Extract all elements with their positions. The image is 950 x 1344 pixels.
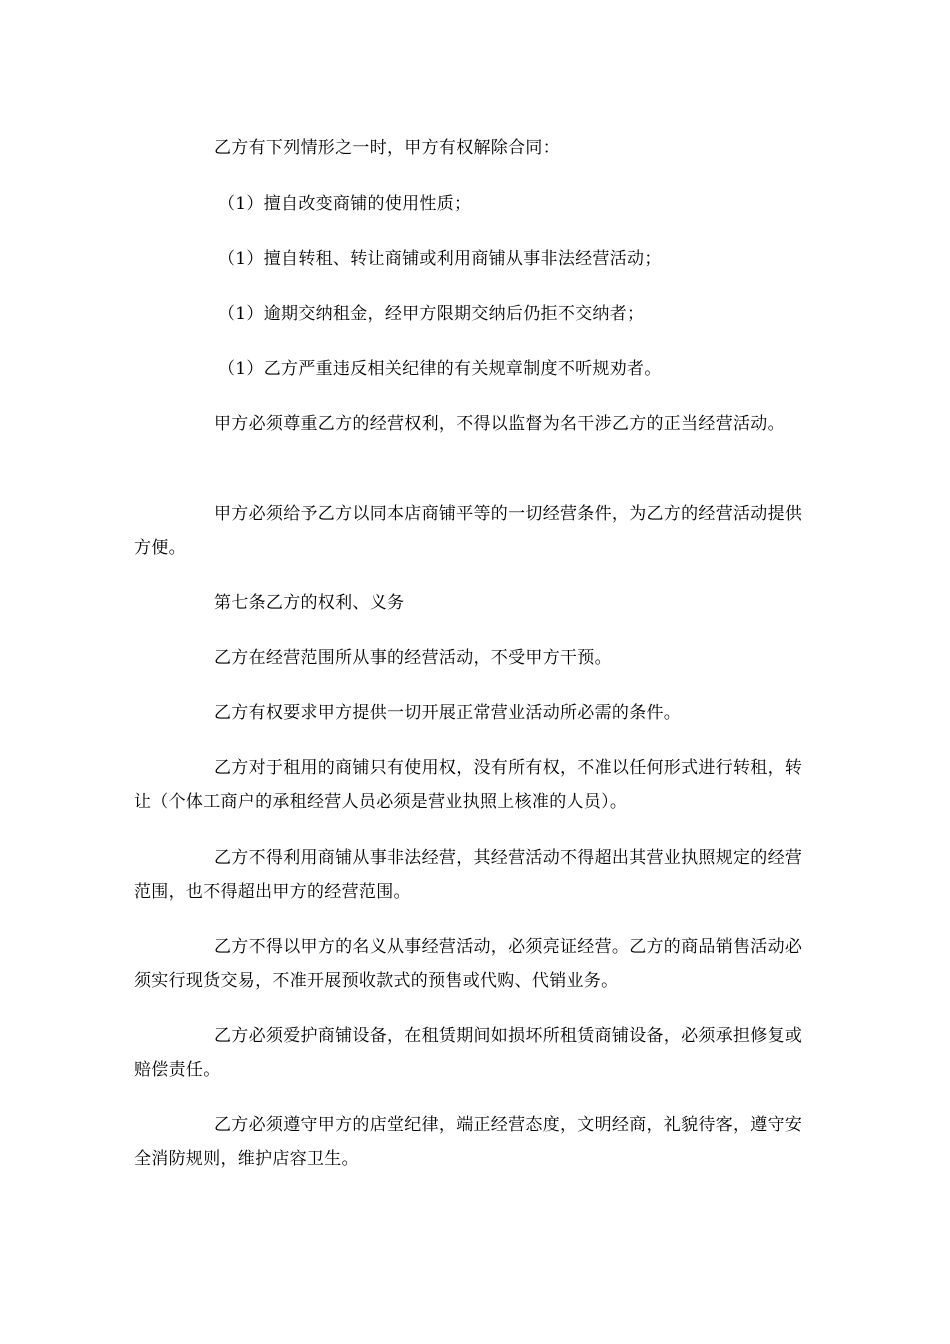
paragraph-licensed-business: 乙方不得以甲方的名义从事经营活动，必须亮证经营。乙方的商品销售活动必须实行现货交易，不准开展预收款式的预售或代购、代销业务。 xyxy=(134,937,803,991)
section-heading-article-7: 第七条乙方的权利、义务 xyxy=(214,593,405,613)
paragraph-use-right-only: 乙方对于租用的商铺只有使用权，没有所有权，不准以任何形式进行转租，转让（个体工商户的承租经营人员必须是营业执照上核准的人员）。 xyxy=(134,758,803,812)
list-item-overdue-rent: （1）逾期交纳租金，经甲方限期交纳后仍拒不交纳者； xyxy=(218,304,645,324)
list-item-violation: （1）乙方严重违反相关纪律的有关规章制度不听规劝者。 xyxy=(218,359,662,379)
paragraph-no-interference: 乙方在经营范围所从事的经营活动，不受甲方干预。 xyxy=(214,648,612,668)
paragraph-termination-conditions: 乙方有下列情形之一时，甲方有权解除合同： xyxy=(214,138,560,158)
paragraph-request-conditions: 乙方有权要求甲方提供一切开展正常营业活动所必需的条件。 xyxy=(214,703,682,723)
paragraph-store-discipline: 乙方必须遵守甲方的店堂纪律，端正经营态度，文明经商，礼貌待客，遵守安全消防规则，维护店容卫生。 xyxy=(134,1115,803,1169)
paragraph-respect-rights: 甲方必须尊重乙方的经营权利，不得以监督为名干涉乙方的正当经营活动。 xyxy=(214,414,785,434)
paragraph-no-illegal-business: 乙方不得利用商铺从事非法经营，其经营活动不得超出其营业执照规定的经营范围，也不得超出甲方的经营范围。 xyxy=(134,848,803,902)
paragraph-equal-conditions: 甲方必须给予乙方以同本店商铺平等的一切经营条件，为乙方的经营活动提供方便。 xyxy=(134,504,803,558)
list-item-sublet: （1）擅自转租、转让商铺或利用商铺从事非法经营活动； xyxy=(218,249,662,269)
list-item-change-use: （1）擅自改变商铺的使用性质； xyxy=(218,194,472,214)
paragraph-protect-equipment: 乙方必须爱护商铺设备，在租赁期间如损坏所租赁商铺设备，必须承担修复或赔偿责任。 xyxy=(134,1026,803,1080)
